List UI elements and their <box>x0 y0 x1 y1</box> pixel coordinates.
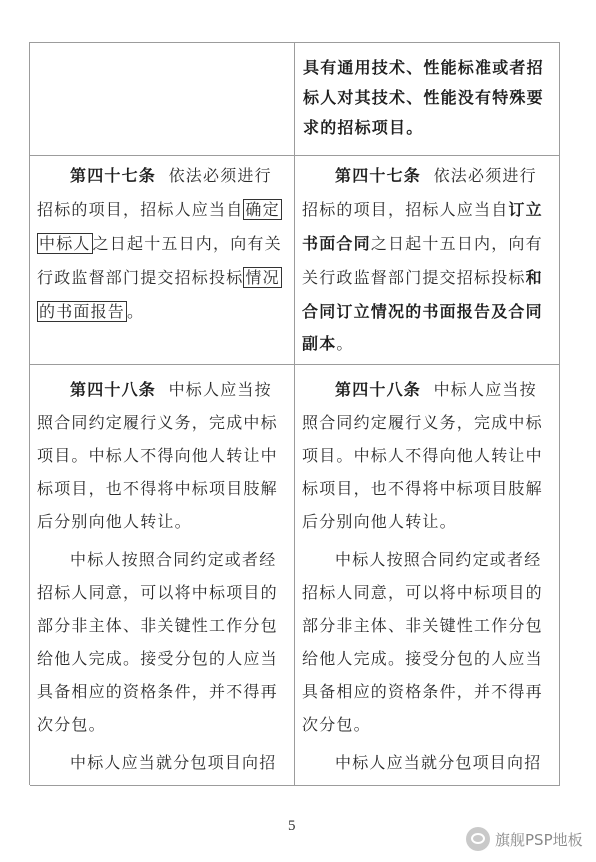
text: 招标的项目，招标人应当自 <box>37 200 244 219</box>
row2-right-line-2 <box>302 199 543 221</box>
row3-left-p2-line: 招标人同意，可以将中标项目的 <box>37 583 278 602</box>
row1-left-cell <box>30 43 295 156</box>
row2-right-cell <box>295 156 560 365</box>
text: 关行政监督部门提交招标投标 <box>302 268 526 287</box>
article-48-label: 第四十八条 <box>70 380 157 399</box>
row3-left-line-1 <box>70 379 272 401</box>
text: 行政监督部门提交招标投标 <box>37 268 244 287</box>
text: 招标的项目，招标人应当自 <box>302 200 509 219</box>
row3-left-p3-line: 中标人应当就分包项目向招 <box>70 753 277 772</box>
comparison-table <box>29 42 560 785</box>
row3-left-p2-line: 次分包。 <box>37 715 106 734</box>
row2-right-line-1 <box>335 165 537 187</box>
row3-right-cell <box>295 365 560 786</box>
article-48-label: 第四十八条 <box>335 380 422 399</box>
row3-right-p2-line: 招标人同意，可以将中标项目的 <box>302 583 543 602</box>
row3-right-p2-line: 次分包。 <box>302 715 371 734</box>
row2-right-line-6 <box>302 333 354 355</box>
row2-right-line-5: 合同订立情况的书面报告及合同 <box>302 302 543 321</box>
text: 中标人应当按 <box>168 380 272 399</box>
bold-text: 书面合同 <box>302 234 371 253</box>
row3-left-p1-line: 项目。中标人不得向他人转让中 <box>37 446 278 465</box>
row3-right-p2-line: 中标人按照合同约定或者经 <box>335 550 542 569</box>
row1-right-line-2: 标人对其技术、性能没有特殊要 <box>303 88 544 107</box>
row3-right-p1-line: 后分别向他人转让。 <box>302 512 457 531</box>
text: 依法必须进行 <box>433 166 537 185</box>
row3-right-p1-line: 照合同约定履行义务，完成中标 <box>302 413 543 432</box>
row3-right-p2-line: 部分非主体、非关键性工作分包 <box>302 616 543 635</box>
row3-left-p1-line: 照合同约定履行义务，完成中标 <box>37 413 278 432</box>
text: 之日起十五日内，向有 <box>370 234 543 253</box>
bold-text: 副本 <box>302 334 337 353</box>
row3-left-p2-line: 中标人按照合同约定或者经 <box>70 550 277 569</box>
row3-left-p2-line: 部分非主体、非关键性工作分包 <box>37 616 278 635</box>
watermark-text: 旗舰PSP地板 <box>495 830 583 849</box>
row3-right-p1-line: 项目。中标人不得向他人转让中 <box>302 446 543 465</box>
row3-right-p2-line: 具备相应的资格条件，并不得再 <box>302 682 543 701</box>
row3-left-p1-line: 标项目，也不得将中标项目肢解 <box>37 479 278 498</box>
row2-left-cell <box>30 156 295 365</box>
boxed-text: 情况 <box>245 268 280 287</box>
wechat-icon <box>466 827 490 851</box>
bold-text: 订立 <box>508 200 543 219</box>
text: 。 <box>336 334 354 353</box>
row1-right-line-3: 求的招标项目。 <box>303 118 424 137</box>
row2-left-line-5 <box>37 301 144 323</box>
row3-left-p1-line: 后分别向他人转让。 <box>37 512 192 531</box>
row1-right-cell <box>295 43 560 156</box>
row3-right-p3-line: 中标人应当就分包项目向招 <box>335 753 542 772</box>
row2-left-line-1 <box>70 165 272 187</box>
article-47-label: 第四十七条 <box>335 166 422 185</box>
article-47-label: 第四十七条 <box>70 166 157 185</box>
row3-right-line-1 <box>335 379 537 401</box>
boxed-text: 的书面报告 <box>39 302 126 321</box>
page-number: 5 <box>288 818 296 834</box>
row3-left-p2-line: 具备相应的资格条件，并不得再 <box>37 682 278 701</box>
bold-text: 和 <box>525 268 543 287</box>
text: 中标人应当按 <box>433 380 537 399</box>
row2-left-line-2 <box>37 199 282 221</box>
row2-left-line-4 <box>37 267 282 289</box>
watermark <box>466 826 583 852</box>
text: 依法必须进行 <box>168 166 272 185</box>
boxed-text: 中标人 <box>39 234 91 253</box>
row2-right-line-3 <box>302 233 543 255</box>
text: 之日起十五日内，向有关 <box>92 234 282 253</box>
row3-right-p1-line: 标项目，也不得将中标项目肢解 <box>302 479 543 498</box>
row2-left-line-3 <box>37 233 282 255</box>
text: 。 <box>127 302 145 321</box>
row3-right-p2-line: 给他人完成。接受分包的人应当 <box>302 649 543 668</box>
row2-right-line-4 <box>302 267 543 289</box>
row3-left-p2-line: 给他人完成。接受分包的人应当 <box>37 649 278 668</box>
boxed-text: 确定 <box>245 200 280 219</box>
row3-left-cell <box>30 365 295 786</box>
row1-right-line-1: 具有通用技术、性能标准或者招 <box>303 58 544 77</box>
